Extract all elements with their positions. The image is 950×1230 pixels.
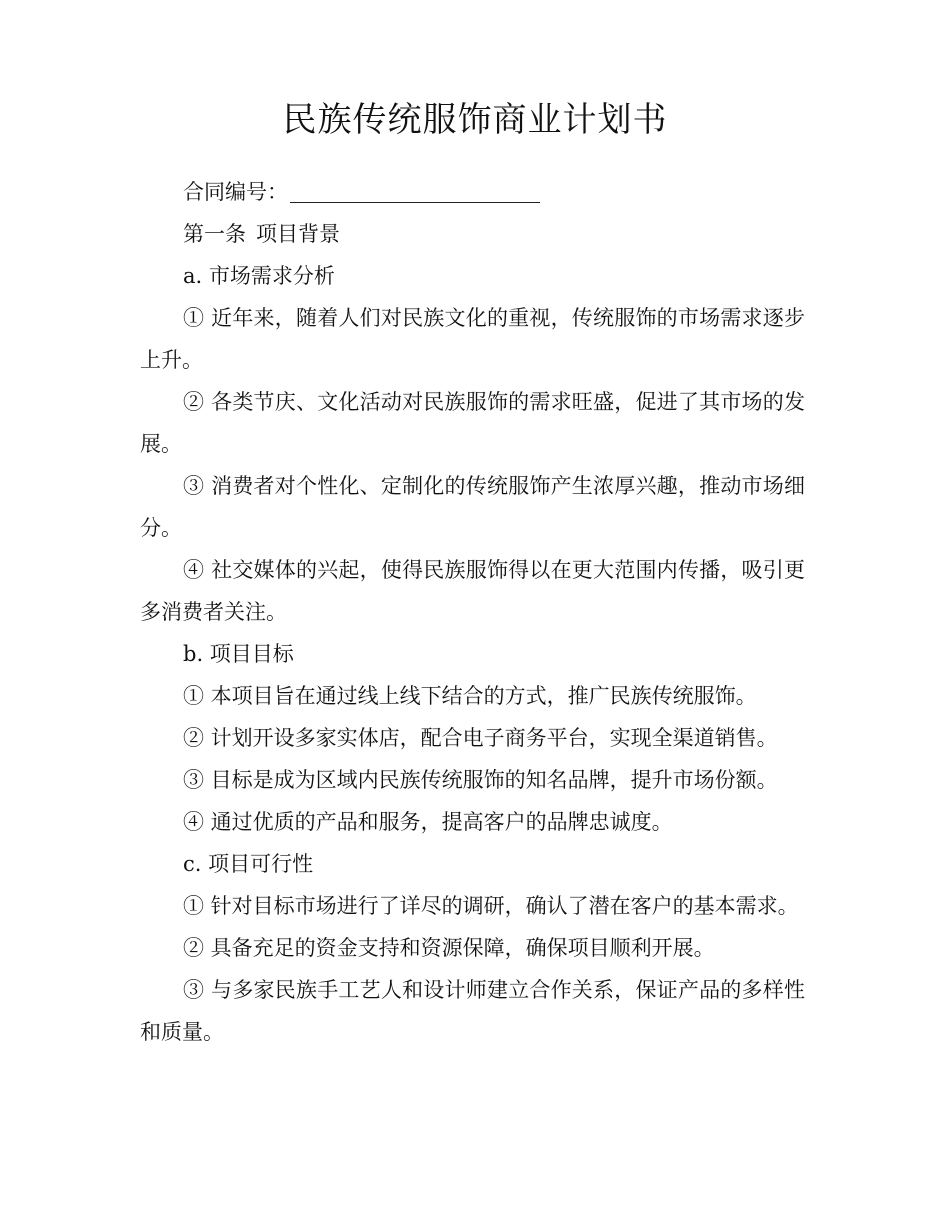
section-a-heading: a. 市场需求分析 xyxy=(183,264,335,288)
article-title: 项目背景 xyxy=(256,222,340,246)
contract-number-label: 合同编号： xyxy=(183,180,288,204)
section-a-item-3: ③ 消费者对个性化、定制化的传统服饰产生浓厚兴趣，推动市场细分。 xyxy=(140,474,805,540)
document-body xyxy=(140,171,805,1053)
contract-number-row xyxy=(140,171,805,213)
section-b-item-4: ④ 通过优质的产品和服务，提高客户的品牌忠诚度。 xyxy=(183,810,673,834)
section-c-item-2: ② 具备充足的资金支持和资源保障，确保项目顺利开展。 xyxy=(183,936,715,960)
section-b-heading: b. 项目目标 xyxy=(183,642,294,666)
section-b-item-1: ① 本项目旨在通过线上线下结合的方式，推广民族传统服饰。 xyxy=(183,684,757,708)
contract-number-blank xyxy=(290,172,540,203)
section-c-item-3: ③ 与多家民族手工艺人和设计师建立合作关系，保证产品的多样性和质量。 xyxy=(140,978,805,1044)
article-number: 第一条 xyxy=(183,222,246,246)
article-heading xyxy=(140,213,805,255)
section-c-item-1: ① 针对目标市场进行了详尽的调研，确认了潜在客户的基本需求。 xyxy=(183,894,799,918)
section-b-item-2: ② 计划开设多家实体店，配合电子商务平台，实现全渠道销售。 xyxy=(183,726,778,750)
section-a-item-2: ② 各类节庆、文化活动对民族服饰的需求旺盛，促进了其市场的发展。 xyxy=(140,390,805,456)
section-b-item-3: ③ 目标是成为区域内民族传统服饰的知名品牌，提升市场份额。 xyxy=(183,768,778,792)
section-a-item-1: ① 近年来，随着人们对民族文化的重视，传统服饰的市场需求逐步上升。 xyxy=(140,306,805,372)
section-c-heading: c. 项目可行性 xyxy=(183,852,314,876)
document-title: 民族传统服饰商业计划书 xyxy=(282,100,668,140)
section-a-item-4: ④ 社交媒体的兴起，使得民族服饰得以在更大范围内传播，吸引更多消费者关注。 xyxy=(140,558,805,624)
